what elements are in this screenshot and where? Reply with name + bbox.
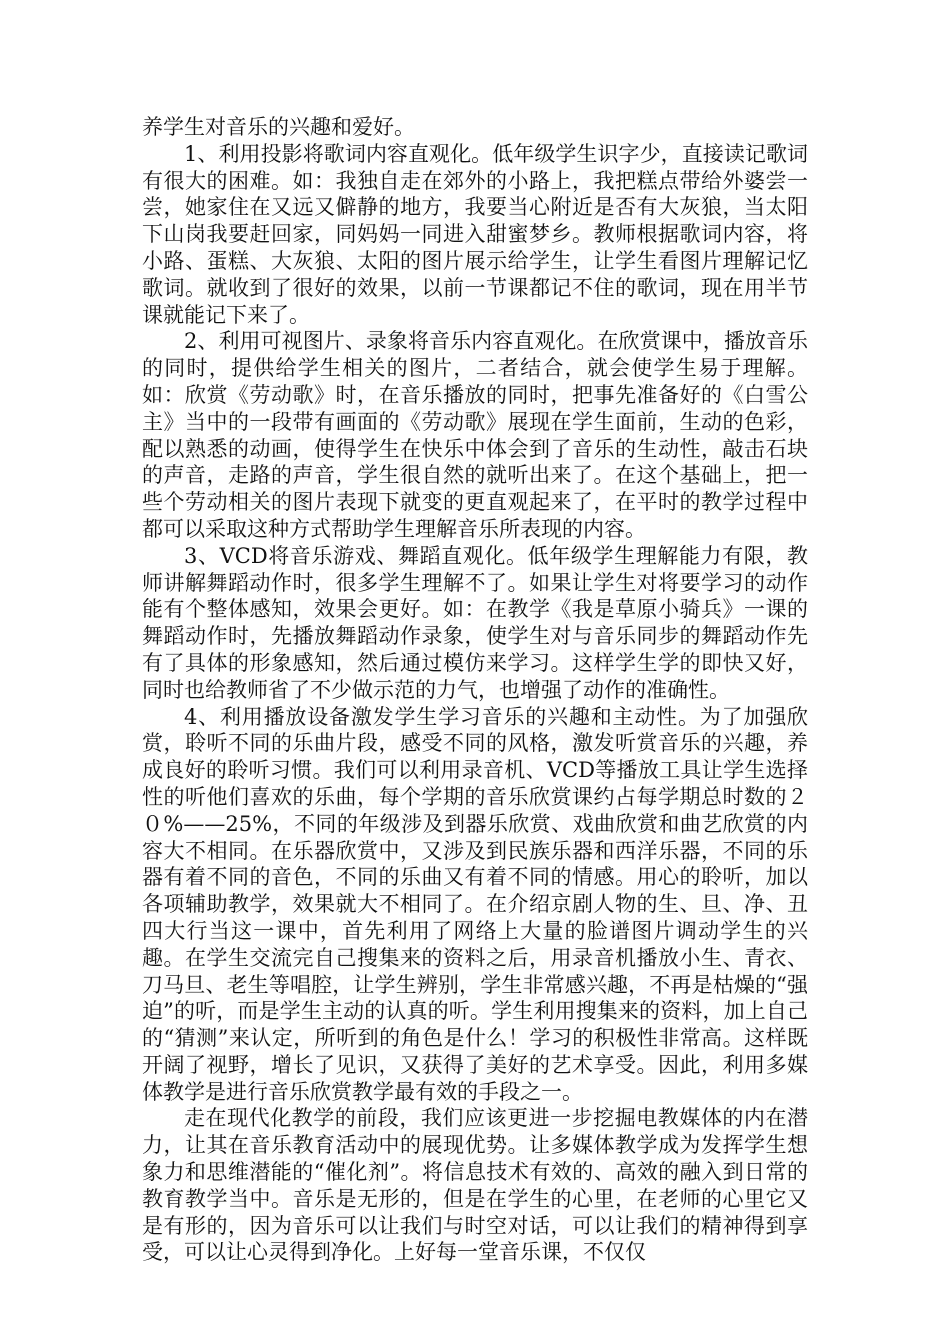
paragraph-vcd-dance: 3、VCD将音乐游戏、舞蹈直观化。低年级学生理解能力有限，教师讲解舞蹈动作时，很多学生理解不了。如果让学生对将要学习的动作能有个整体感知，效果会更好。如：在教学《我是草原小骑兵》一课的舞蹈动作时，先播放舞蹈动作录象，使学生对与音乐同步的舞蹈动作先有了具体的形象感知，然后通过模仿来学习。这样学生学的即快又好，同时也给教师省了不少做示范的力气，也增强了动作的准确性。 bbox=[142, 543, 808, 702]
paragraph-projection: 1、利用投影将歌词内容直观化。低年级学生识字少，直接读记歌词有很大的困难。如：我独自走在郊外的小路上，我把糕点带给外婆尝一尝，她家住在又远又僻静的地方，我要当心附近是否有大灰狼，当太阳下山岗我要赶回家，同妈妈一同进入甜蜜梦乡。教师根据歌词内容，将小路、蛋糕、大灰狼、太阳的图片展示给学生，让学生看图片理解记忆歌词。就收到了很好的效果，以前一节课都记不住的歌词，现在用半节课就能记下来了。 bbox=[142, 141, 808, 327]
paragraph-conclusion: 走在现代化教学的前段，我们应该更进一步挖掘电教媒体的内在潜力，让其在音乐教育活动中的展现优势。让多媒体教学成为发挥学生想象力和思维潜能的“催化剂”。将信息技术有效的、高效的融入到日常的教育教学当中。音乐是无形的，但是在学生的心里，在老师的心里它又是有形的，因为音乐可以让我们与时空对话，可以让我们的精神得到享受，可以让心灵得到净化。上好每一堂音乐课，不仅仅 bbox=[142, 1106, 808, 1265]
document-page bbox=[142, 114, 808, 1266]
paragraph-images-video: 2、利用可视图片、录象将音乐内容直观化。在欣赏课中，播放音乐的同时，提供给学生相关的图片，二者结合，就会使学生易于理解。如：欣赏《劳动歌》时，在音乐播放的同时，把事先准备好的《白雪公主》当中的一段带有画面的《劳动歌》展现在学生面前，生动的色彩，配以熟悉的动画，使得学生在快乐中体会到了音乐的生动性，敲击石块的声音，走路的声音，学生很自然的就听出来了。在这个基础上，把一些个劳动相关的图片表现下就变的更直观起来了，在平时的教学过程中都可以采取这种方式帮助学生理解音乐所表现的内容。 bbox=[142, 329, 808, 541]
paragraph-continuation: 养学生对音乐的兴趣和爱好。 bbox=[142, 115, 415, 139]
paragraph-playback-interest: 4、利用播放设备激发学生学习音乐的兴趣和主动性。为了加强欣赏，聆听不同的乐曲片段，感受不同的风格，激发听赏音乐的兴趣，养成良好的聆听习惯。我们可以利用录音机、VCD等播放工具让学生选择性的听他们喜欢的乐曲，每个学期的音乐欣赏课约占每学期总时数的２０%——25%，不同的年级涉及到器乐欣赏、戏曲欣赏和曲艺欣赏的内容大不相同。在乐器欣赏中，又涉及到民族乐器和西洋乐器，不同的乐器有着不同的音色，不同的乐曲又有着不同的情感。用心的聆听，加以各项辅助教学，效果就大不相同了。在介绍京剧人物的生、旦、净、丑四大行当这一课中，首先利用了网络上大量的脸谱图片调动学生的兴趣。在学生交流完自己搜集来的资料之后，用录音机播放小生、青衣、刀马旦、老生等唱腔，让学生辨别，学生非常感兴趣，不再是枯燥的“强迫”的听，而是学生主动的认真的听。学生利用搜集来的资料，加上自己的“猜测”来认定，所听到的角色是什么！学习的积极性非常高。这样既开阔了视野，增长了见识，又获得了美好的艺术享受。因此，利用多媒体教学是进行音乐欣赏教学最有效的手段之一。 bbox=[142, 704, 808, 1104]
